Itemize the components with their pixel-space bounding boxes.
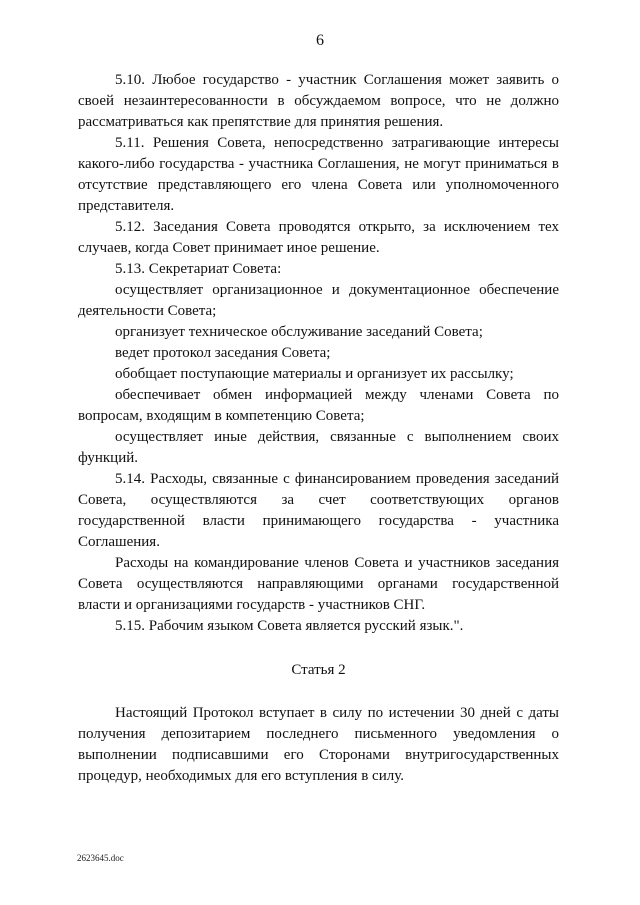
article-2-paragraph: Настоящий Протокол вступает в силу по истечении 30 дней с даты получения депозитарием последнего письменного уведомления о выполнении подписавшими его Сторонами внутригосударственных процедур, необходимых для его вступления в силу. [78, 705, 559, 784]
secretariat-duty-6: осуществляет иные действия, связанные с выполнением своих функций. [78, 429, 559, 466]
document-file-code: 2623645.doc [77, 853, 124, 863]
paragraph-5-15: 5.15. Рабочим языком Совета является русский язык.". [115, 618, 464, 634]
paragraph-5-14: 5.14. Расходы, связанные с финансированием проведения заседаний Совета, осуществляются за счет соответствующих органов государственной власти принимающего государства - участника Соглашения. [78, 471, 559, 550]
page-number: 6 [316, 32, 324, 49]
document-body [78, 70, 559, 787]
paragraph-5-11: 5.11. Решения Совета, непосредственно затрагивающие интересы какого-либо государства - участника Соглашения, не могут приниматься в отсутствие представляющего его члена Совета или уполномоченного представителя. [78, 135, 559, 214]
paragraph-5-10: 5.10. Любое государство - участник Соглашения может заявить о своей незаинтересованности в обсуждаемом вопросе, что не должно рассматриваться как препятствие для принятия решения. [78, 72, 559, 130]
secretariat-duty-1: осуществляет организационное и документационное обеспечение деятельности Совета; [78, 282, 559, 319]
paragraph-5-14-expenses: Расходы на командирование членов Совета и участников заседания Совета осуществляются направляющими органами государственной власти и организациями государств - участников СНГ. [78, 555, 559, 613]
secretariat-duty-5: обеспечивает обмен информацией между членами Совета по вопросам, входящим в компетенцию Совета; [78, 387, 559, 424]
secretariat-duty-3: ведет протокол заседания Совета; [115, 345, 331, 361]
secretariat-duty-4: обобщает поступающие материалы и организует их рассылку; [115, 366, 514, 382]
paragraph-5-13: 5.13. Секретариат Совета: [115, 261, 282, 277]
paragraph-5-12: 5.12. Заседания Совета проводятся открыто, за исключением тех случаев, когда Совет принимает иное решение. [78, 219, 559, 256]
article-2-heading: Статья 2 [291, 662, 346, 678]
secretariat-duty-2: организует техническое обслуживание заседаний Совета; [115, 324, 483, 340]
